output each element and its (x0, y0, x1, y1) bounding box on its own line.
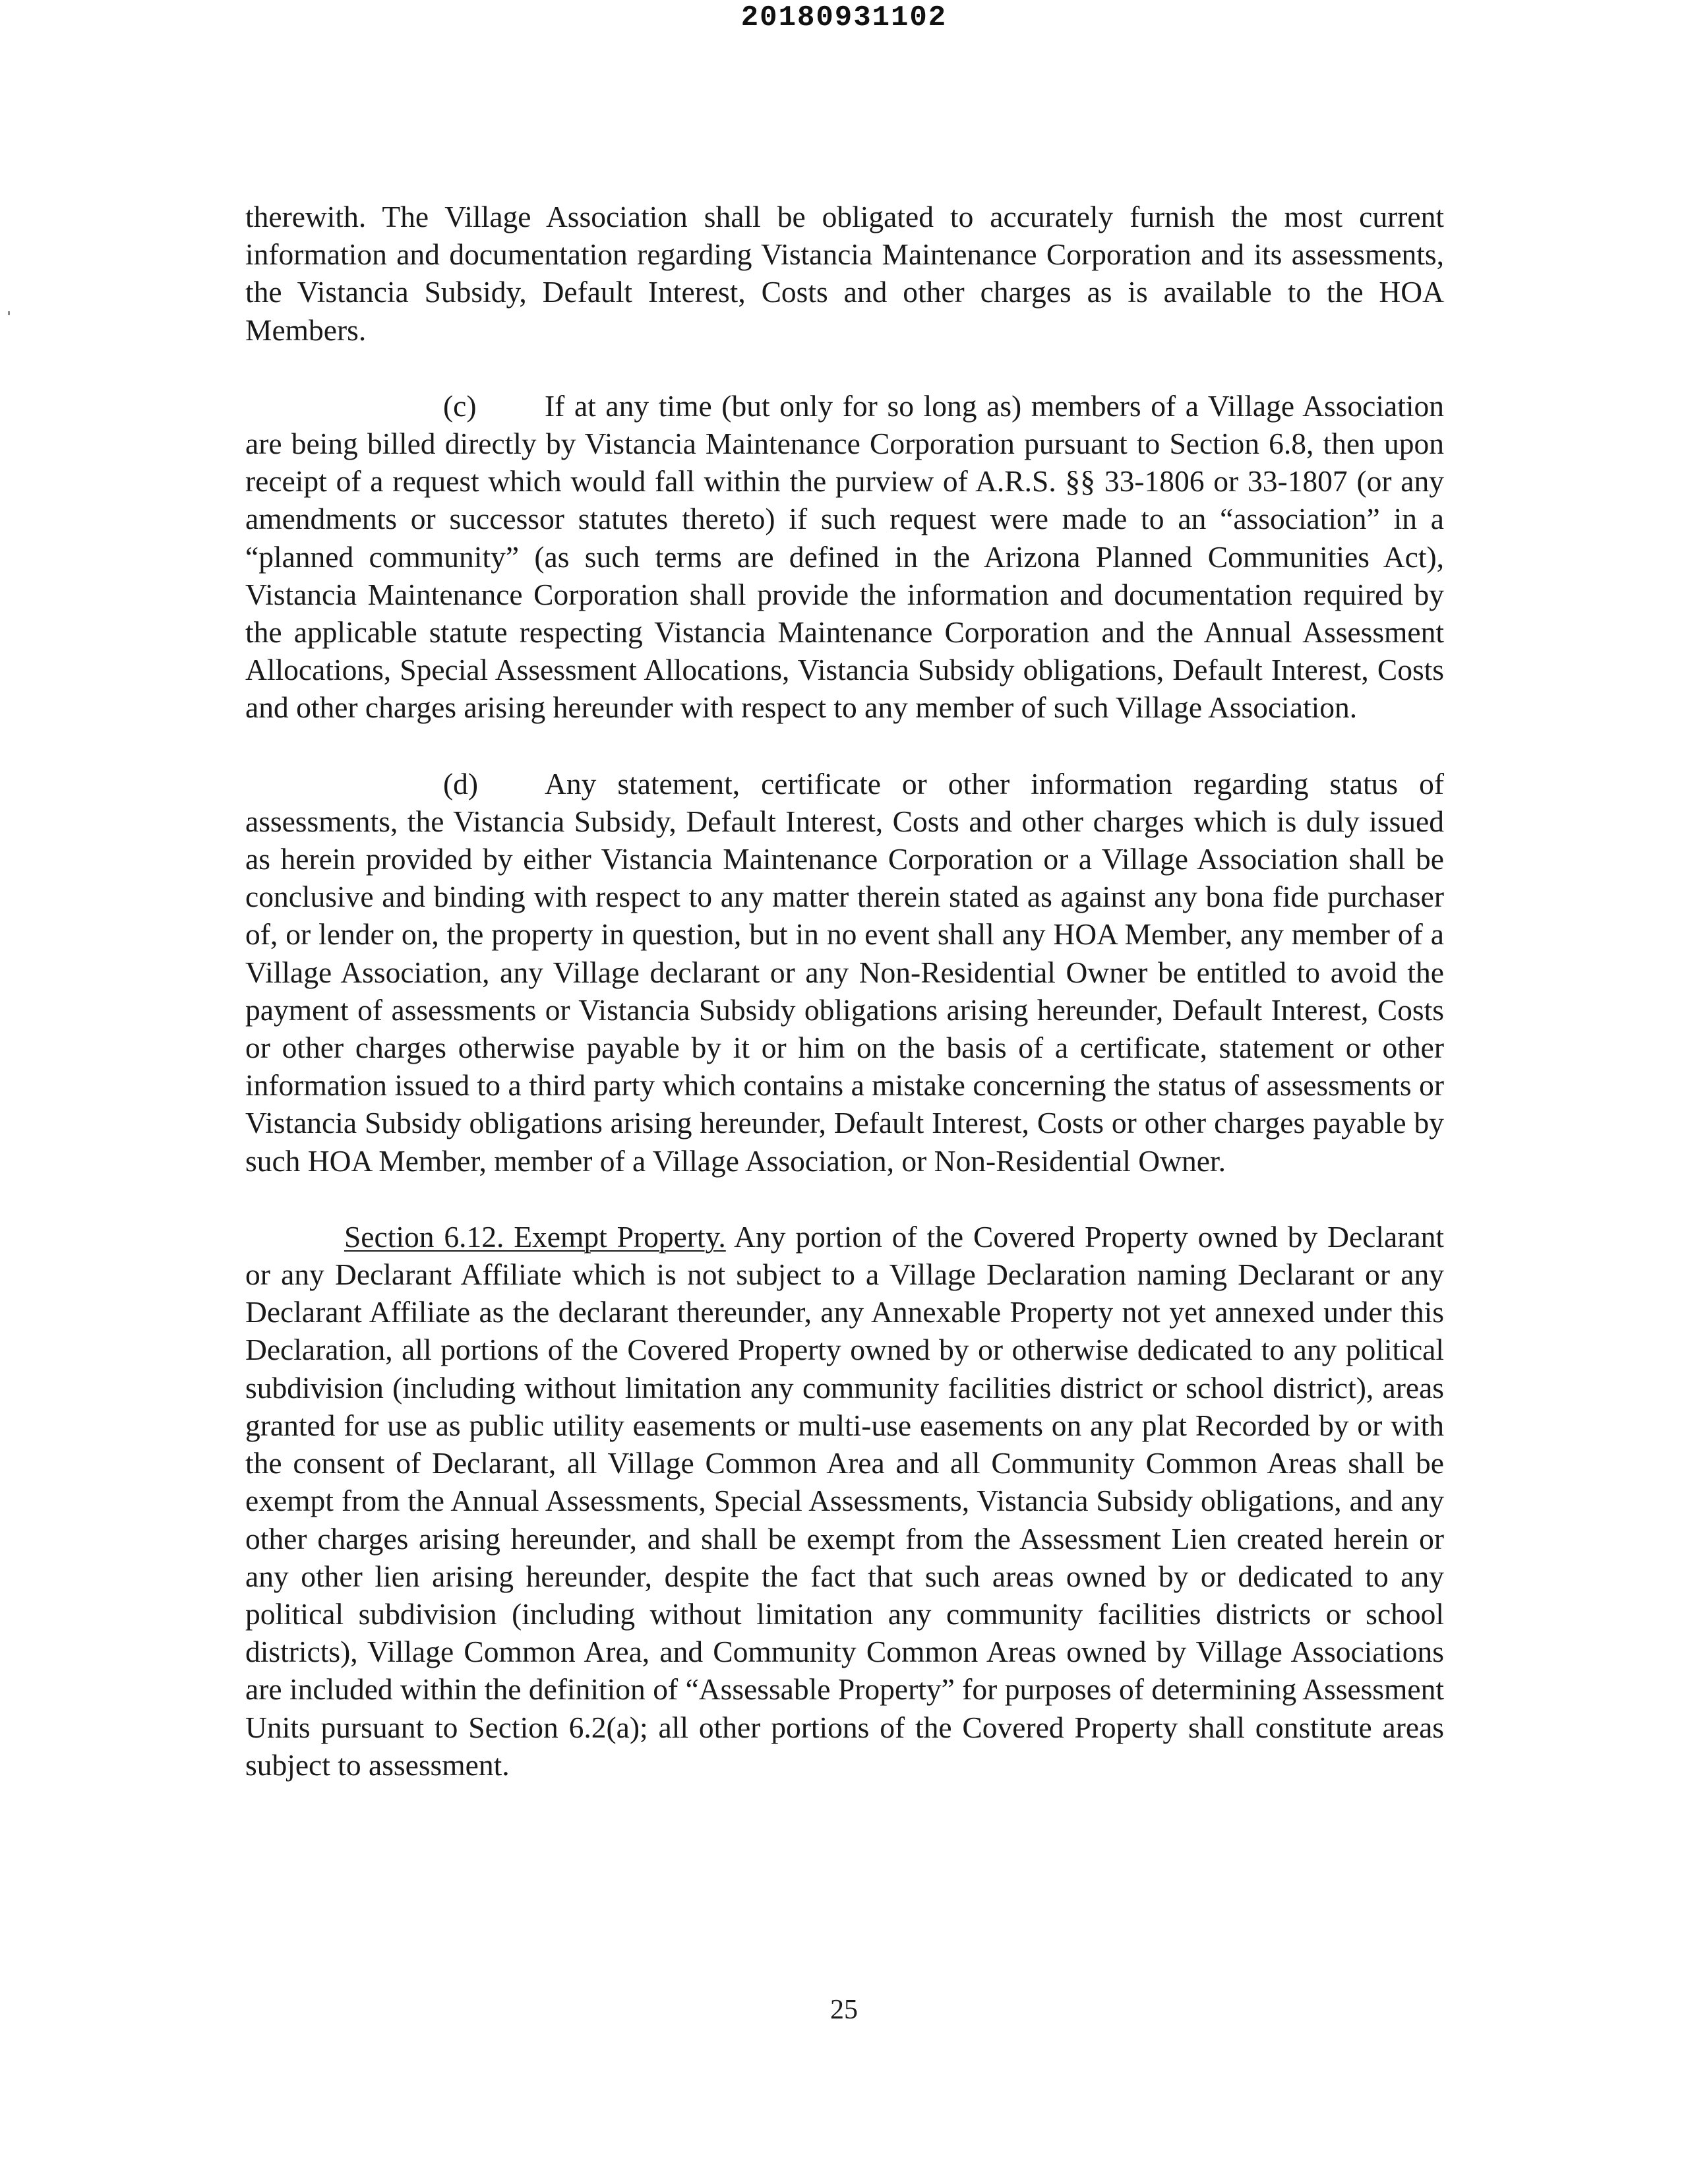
margin-mark (8, 311, 10, 315)
document-number: 20180931102 (740, 1, 948, 34)
document-body (245, 198, 1444, 1784)
section-6-12-text: Any portion of the Covered Property owned by Declarant or any Declarant Affiliate which is not subject to a Village Declaration naming Declarant or any Declarant Affiliate as the declarant thereunder, any Annexable Property not yet annexed under this Declaration, all portions of the Covered Property owned by or otherwise dedicated to any political subdivision (including without limitation any community facilities district or school district), areas granted for use as public utility easements or multi-use easements on any plat Recorded by or with the consent of Declarant, all Village Common Area and all Community Common Areas shall be exempt from the Annual Assessments, Special Assessments, Vistancia Subsidy obligations, and any other charges arising hereunder, and shall be exempt from the Assessment Lien created herein or any other lien arising hereunder, despite the fact that such areas owned by or dedicated to any political subdivision (including without limitation any community facilities districts or school districts), Village Common Area, and Community Common Areas owned by Village Associations are included within the definition of “Assessable Property” for purposes of determining Assessment Units pursuant to Section 6.2(a); all other portions of the Covered Property shall constitute areas subject to assessment. (245, 1219, 1444, 1782)
paragraph-c-text: If at any time (but only for so long as) members of a Village Association are being billed directly by Vistancia Maintenance Corporation pursuant to Section 6.8, then upon receipt of a request which would fall within the purview of A.R.S. §§ 33-1806 or 33-1807 (or any amendments or successor statutes thereto) if such request were made to an “association” in a “planned community” (as such terms are defined in the Arizona Planned Communities Act), Vistancia Maintenance Corporation shall provide the information and documentation required by the applicable statute respecting Vistancia Maintenance Corporation and the Annual Assessment Allocations, Special Assessment Allocations, Vistancia Subsidy obligations, Default Interest, Costs and other charges arising hereunder with respect to any member of such Village Association. (245, 388, 1444, 725)
paragraph-d-label: (d) (443, 766, 479, 801)
paragraph-continuation: therewith. The Village Association shall be obligated to accurately furnish the most current information and documentation regarding Vistancia Maintenance Corporation and its assessments, the Vistancia Subsidy, Default Interest, Costs and other charges as is available to the HOA Members. (245, 200, 1444, 347)
paragraph-c (245, 387, 1444, 727)
paragraph-d-text: Any statement, certificate or other information regarding status of assessments, the Vistancia Subsidy, Default Interest, Costs and other charges which is duly issued as herein provided by either Vistancia Maintenance Corporation or a Village Association shall be conclusive and binding with respect to any matter therein stated as against any bona fide purchaser of, or lender on, the property in question, but in no event shall any HOA Member, any member of a Village Association, any Village declarant or any Non-Residential Owner be entitled to avoid the payment of assessments or Vistancia Subsidy obligations arising hereunder, Default Interest, Costs or other charges otherwise payable by it or him on the basis of a certificate, statement or other information issued to a third party which contains a mistake concerning the status of assessments or Vistancia Subsidy obligations arising hereunder, Default Interest, Costs or other charges payable by such HOA Member, member of a Village Association, or Non-Residential Owner. (245, 766, 1444, 1178)
paragraph-d (245, 765, 1444, 1180)
section-6-12-heading: Section 6.12. Exempt Property. (344, 1219, 726, 1254)
page-number: 25 (830, 1995, 858, 2025)
section-6-12 (245, 1218, 1444, 1784)
paragraph-c-label: (c) (443, 388, 477, 423)
